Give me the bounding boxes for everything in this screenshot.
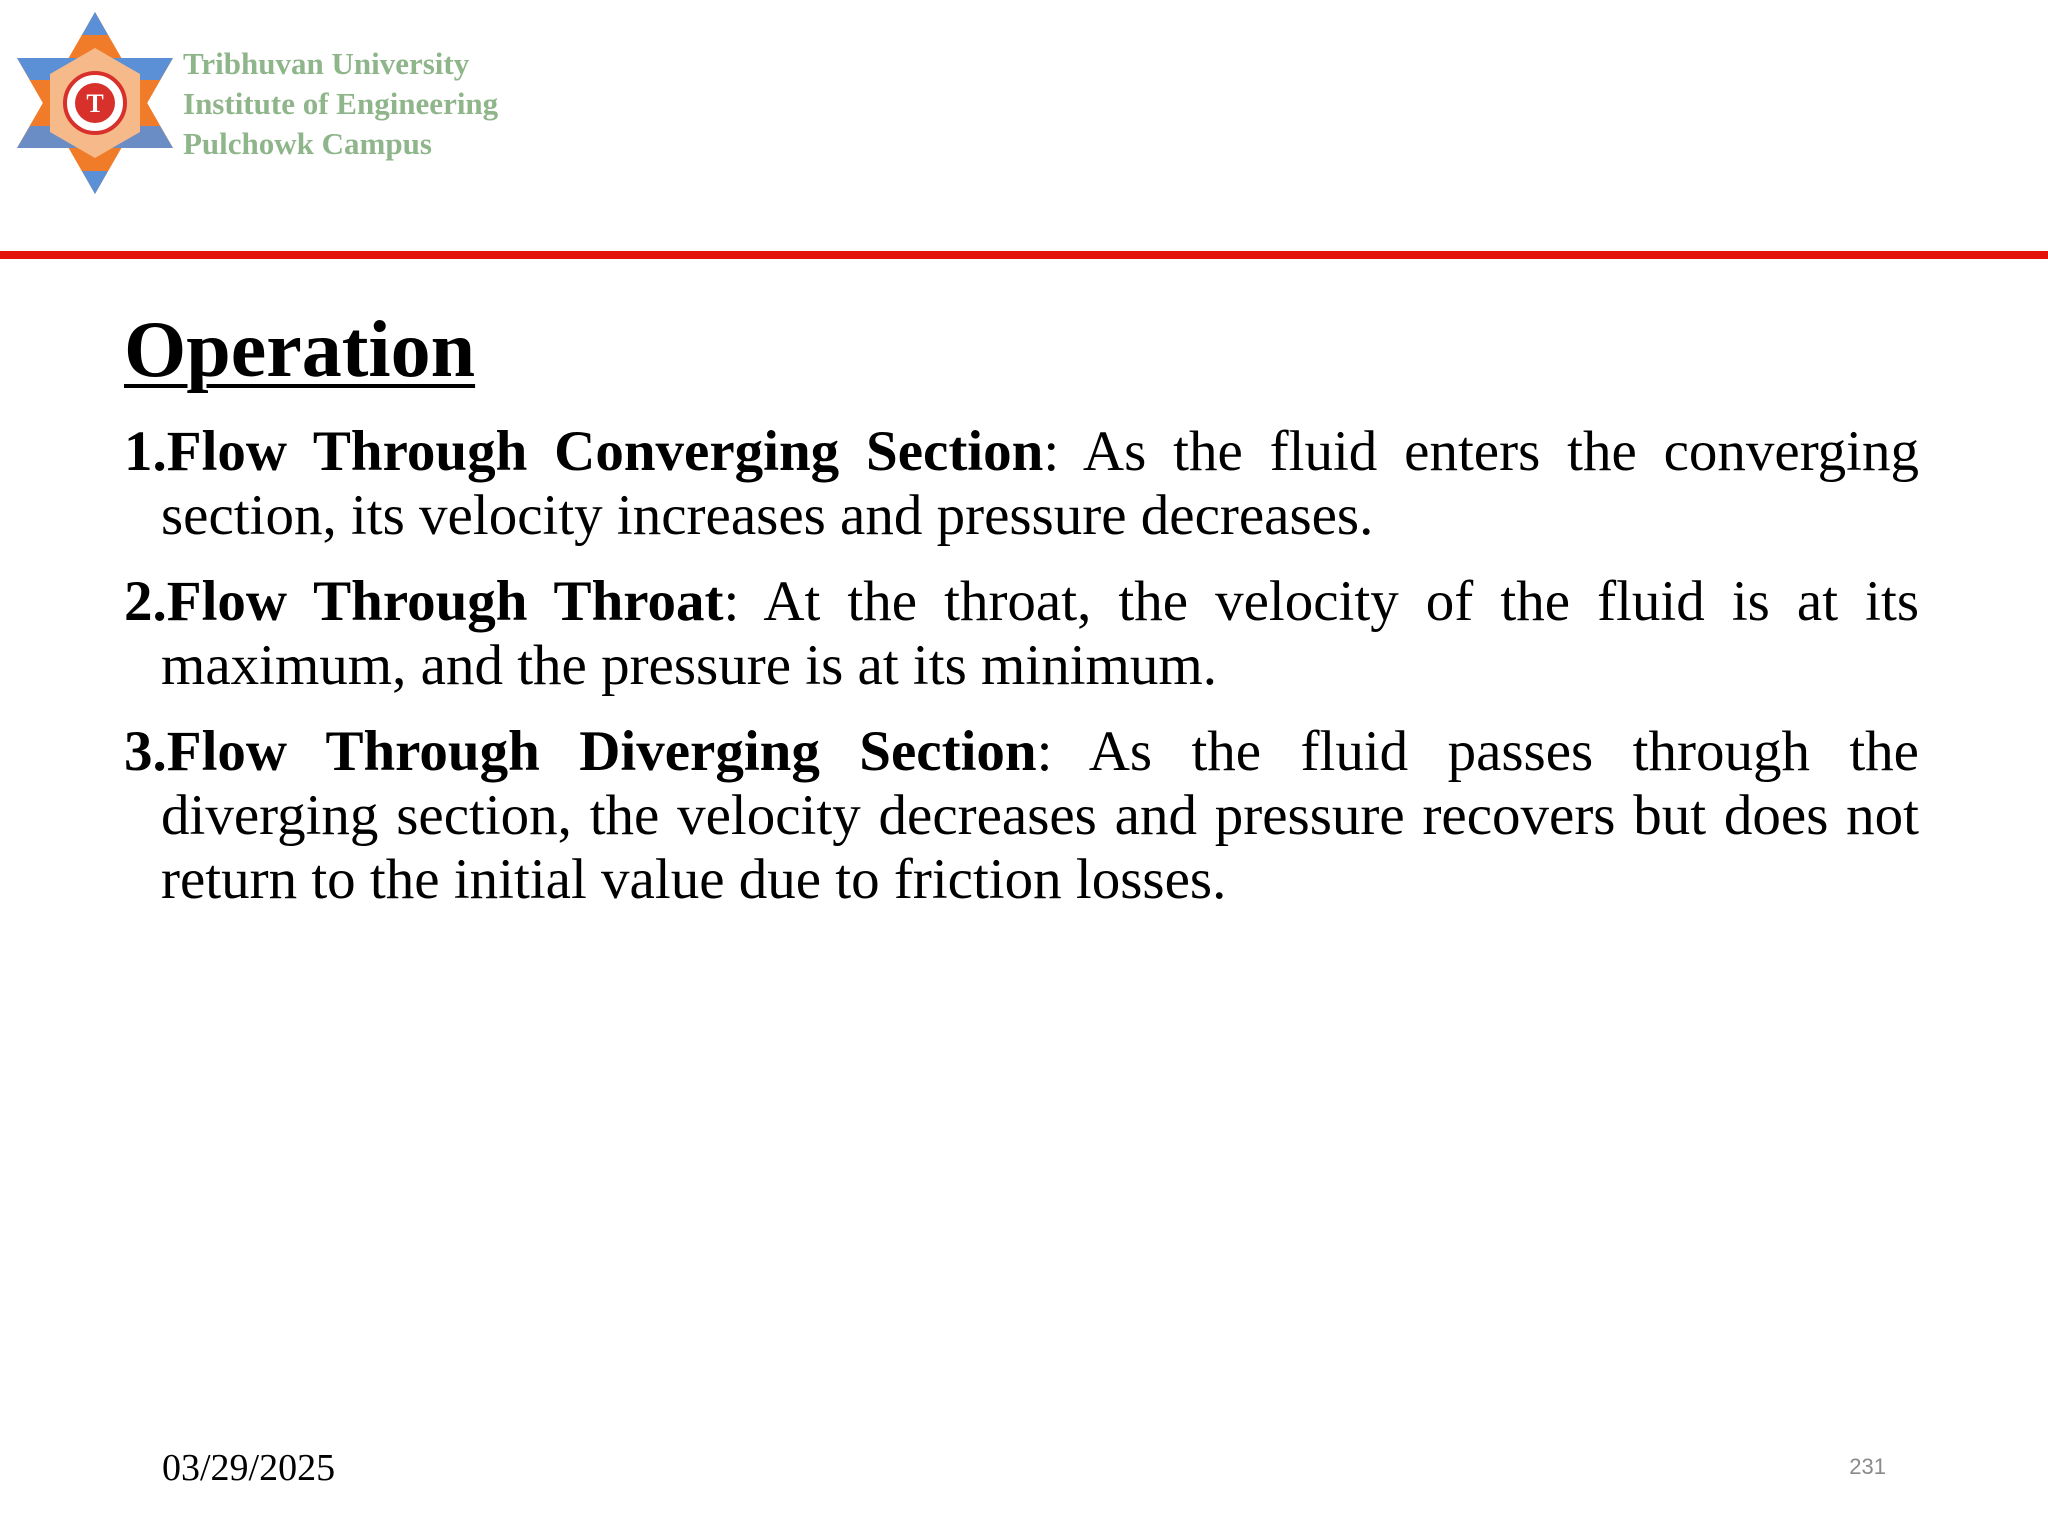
institution-line-campus: Pulchowk Campus — [183, 126, 432, 161]
svg-text:T: T — [86, 89, 104, 118]
institution-line-university: Tribhuvan University — [183, 46, 470, 81]
institution-logo — [10, 8, 610, 198]
item-description: : As the fluid passes through the diverging section, the velocity decreases and pressure recovers but does not return to the initial value due to friction losses. — [161, 720, 1919, 911]
item-term-text: Flow Through Converging Section — [166, 420, 1044, 483]
item-term — [124, 720, 1037, 783]
list-item — [124, 570, 1919, 698]
item-number: 2. — [124, 570, 167, 633]
item-description: : At the throat, the velocity of the fluid is at its maximum, and the pressure is at its minimum. — [161, 570, 1920, 697]
tribhuvan-university-emblem-icon — [10, 8, 180, 198]
header-divider — [0, 251, 2048, 259]
list-item — [124, 420, 1919, 548]
item-term-text: Flow Through Diverging Section — [166, 720, 1037, 783]
institution-name — [183, 44, 498, 164]
item-number: 1. — [124, 420, 167, 483]
slide-title: Operation — [124, 306, 476, 394]
page-number: 231 — [1849, 1454, 1886, 1479]
item-term — [124, 570, 724, 633]
list-item — [124, 720, 1919, 912]
operation-list — [124, 420, 1919, 912]
item-description: : As the fluid enters the converging section, its velocity increases and pressure decreases. — [161, 420, 1920, 547]
slide-body — [124, 300, 1919, 934]
footer-date: 03/29/2025 — [162, 1447, 336, 1489]
slide-header — [0, 0, 2048, 250]
item-number: 3. — [124, 720, 167, 783]
institution-line-institute: Institute of Engineering — [183, 86, 499, 121]
item-term — [124, 420, 1043, 483]
item-term-text: Flow Through Throat — [166, 570, 724, 633]
